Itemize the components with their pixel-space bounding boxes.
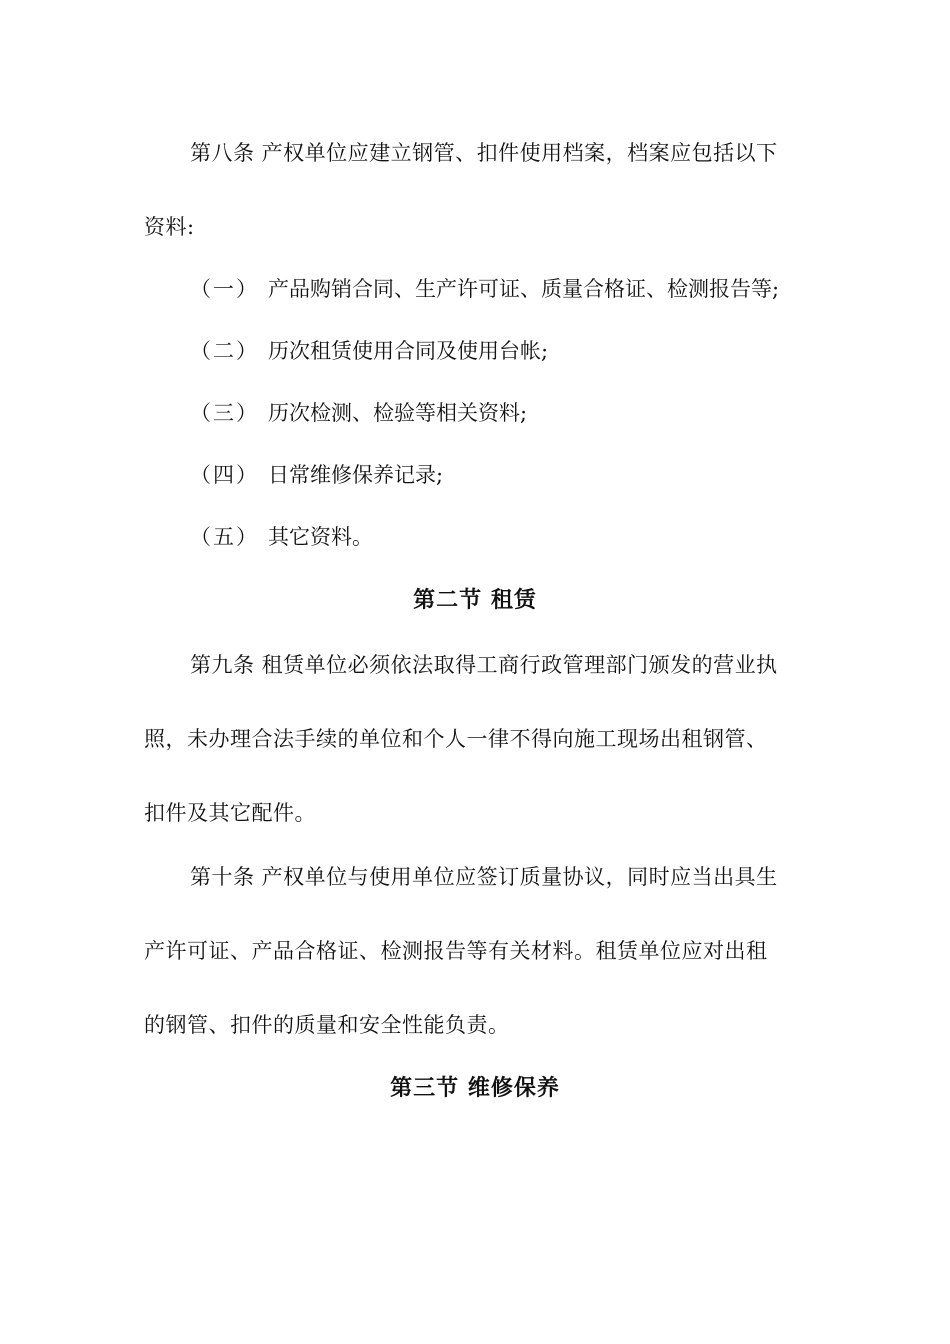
section-2-heading: 第二节 租赁 <box>413 587 537 613</box>
list-item <box>190 399 527 427</box>
article-8-line-1: 第八条 产权单位应建立钢管、扣件使用档案，档案应包括以下 <box>190 141 778 165</box>
article-8-line-2: 资料: <box>144 215 195 239</box>
list-item-text: 历次检测、检验等相关资料; <box>268 401 528 425</box>
list-item-number: （五） <box>190 525 259 549</box>
section-3-heading: 第三节 维修保养 <box>390 1075 560 1101</box>
list-item <box>190 523 373 551</box>
list-item <box>190 461 443 489</box>
list-item <box>190 275 779 303</box>
list-item <box>190 337 548 365</box>
article-9-line-3: 扣件及其它配件。 <box>144 801 316 825</box>
list-item-text: 历次租赁使用合同及使用台帐; <box>268 339 549 363</box>
article-9-line-2: 照，未办理合法手续的单位和个人一律不得向施工现场出租钢管、 <box>144 727 768 751</box>
article-10-line-1: 第十条 产权单位与使用单位应签订质量协议，同时应当出具生 <box>190 865 778 889</box>
list-item-text: 其它资料。 <box>268 525 373 549</box>
article-10-line-2: 产许可证、产品合格证、检测报告等有关材料。租赁单位应对出租 <box>144 939 768 963</box>
list-item-number: （三） <box>190 401 259 425</box>
list-item-text: 产品购销合同、生产许可证、质量合格证、检测报告等; <box>268 277 780 301</box>
article-9-line-1: 第九条 租赁单位必须依法取得工商行政管理部门颁发的营业执 <box>190 653 778 677</box>
list-item-number: （四） <box>190 463 259 487</box>
list-item-number: （二） <box>190 339 259 363</box>
list-item-number: （一） <box>190 277 259 301</box>
list-item-text: 日常维修保养记录; <box>268 463 444 487</box>
article-10-line-3: 的钢管、扣件的质量和安全性能负责。 <box>144 1013 510 1037</box>
